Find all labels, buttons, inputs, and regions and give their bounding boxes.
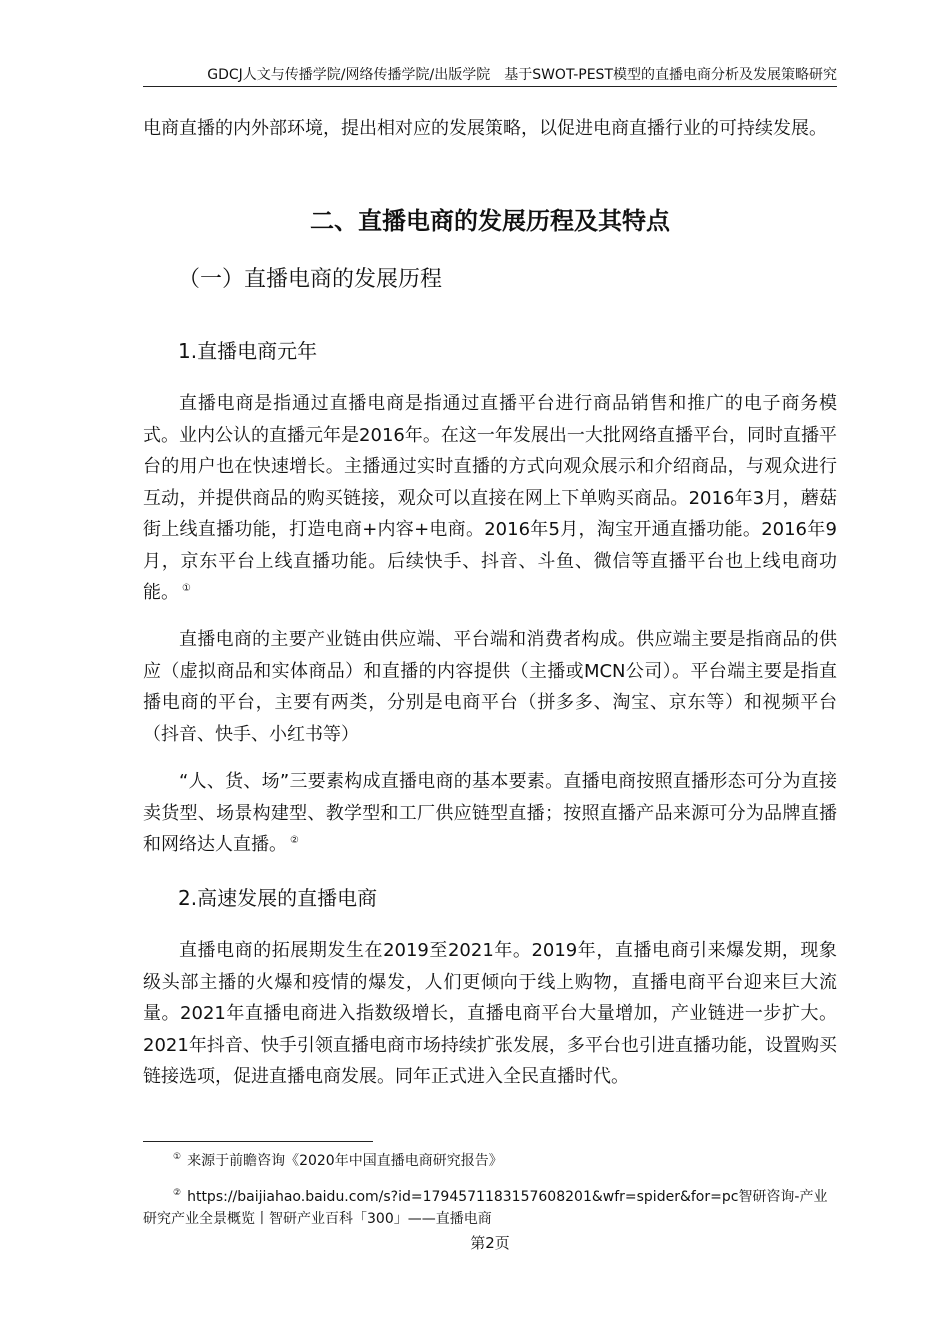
header-divider [143,86,837,87]
footnote-divider [143,1141,373,1142]
footnote-ref-2: ② [290,835,299,846]
footnote-ref-1: ① [182,583,191,594]
intro-paragraph-tail: 电商直播的内外部环境，提出相对应的发展策略，以促进电商直播行业的可持续发展。 [143,118,827,139]
footnote-1 [143,1150,837,1172]
sub-heading-1: 1.直播电商元年 [178,339,318,363]
paragraph-text: “人、货、场”三要素构成直播电商的基本要素。直播电商按照直播形态可分为直接卖货型、场景构建型、教学型和工厂供应链型直播；按照直播产品来源可分为品牌直播和网络达人直播。 [143,771,837,855]
sub-heading-2: 2.高速发展的直播电商 [178,886,378,910]
section-title: 二、直播电商的发展历程及其特点 [310,207,670,235]
subsection-title: （一）直播电商的发展历程 [178,267,443,292]
footnote-text: https://baijiahao.baidu.com/s?id=1794571183157608201&wfr=spider&for=pc智研咨询-产业研究产业全景概览丨智研产业百科「300」——直播电商 [143,1189,828,1227]
paragraph-text: 直播电商是指通过直播电商是指通过直播平台进行商品销售和推广的电子商务模式。业内公认的直播元年是2016年。在这一年发展出一大批网络直播平台，同时直播平台的用户也在快速增长。主播通过实时直播的方式向观众展示和介绍商品，与观众进行互动，并提供商品的购买链接，观众可以直接在网上下单购买商品。2016年3月，蘑菇街上线直播功能，打造电商+内容+电商。2016年5月，淘宝开通直播功能。2016年9月，京东平台上线直播功能。后续快手、抖音、斗鱼、微信等直播平台也上线电商功能。 [143,393,837,603]
paragraph-sub1-1 [143,388,837,609]
paragraph-sub2-1: 直播电商的拓展期发生在2019至2021年。2019年，直播电商引来爆发期，现象级头部主播的火爆和疫情的爆发，人们更倾向于线上购物，直播电商平台迎来巨大流量。2021年直播电商进入指数级增长，直播电商平台大量增加，产业链进一步扩大。2021年抖音、快手引领直播电商市场持续扩张发展，多平台也引进直播功能，设置购买链接选项，促进直播电商发展。同年正式进入全民直播时代。 [143,940,837,1087]
footnote-2 [143,1186,837,1230]
paragraph-sub1-3 [143,766,837,861]
page-number: 第2页 [470,1234,510,1252]
footnote-text: 来源于前瞻咨询《2020年中国直播电商研究报告》 [187,1153,503,1169]
footnote-mark: ② [173,1188,182,1199]
paragraph-sub1-2: 直播电商的主要产业链由供应端、平台端和消费者构成。供应端主要是指商品的供应（虚拟商品和实体商品）和直播的内容提供（主播或MCN公司）。平台端主要是指直播电商的平台，主要有两类，分别是电商平台（拼多多、淘宝、京东等）和视频平台（抖音、快手、小红书等） [143,629,837,745]
running-header: GDCJ人文与传播学院/网络传播学院/出版学院 基于SWOT-PEST模型的直播电商分析及发展策略研究 [207,67,837,83]
footnote-mark: ① [173,1152,182,1163]
